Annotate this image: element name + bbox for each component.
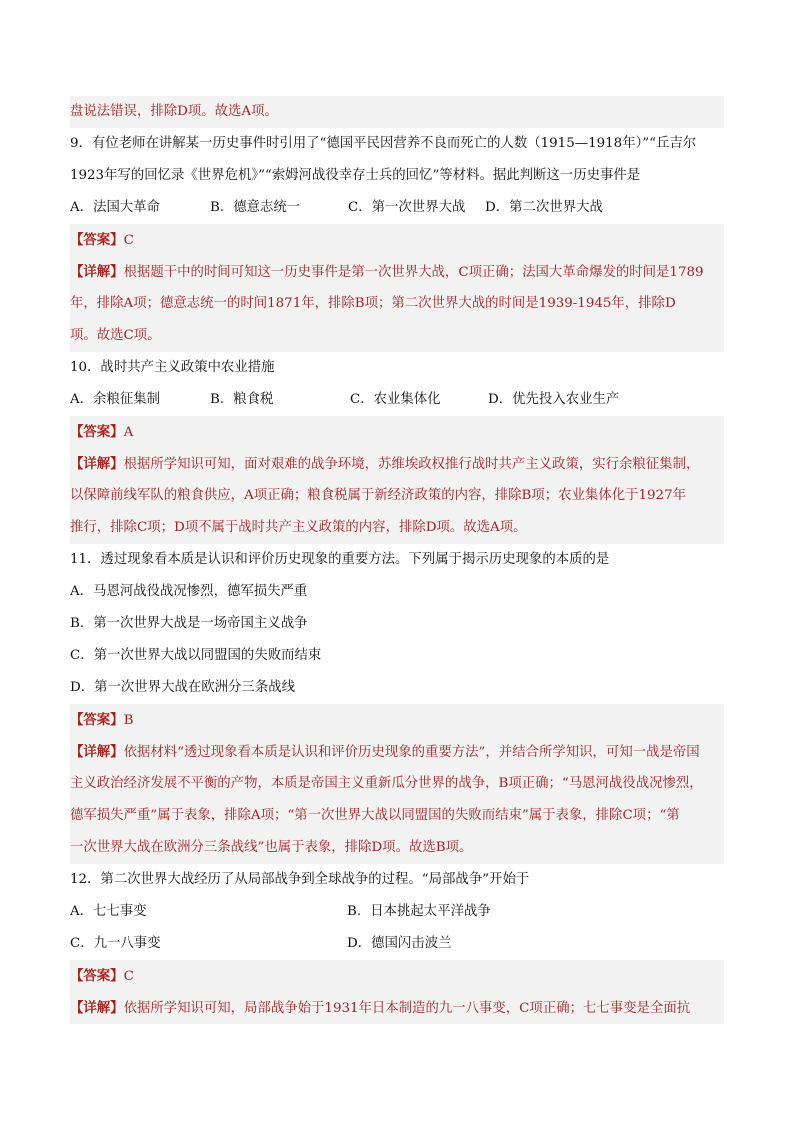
option-b: B．粮食税 xyxy=(210,392,274,407)
detail-text: 年，排除A项；德意志统一的时间1871年，排除B项；第二次世界大战的时间是1939-1945年，排除D xyxy=(70,296,676,311)
option-d: D．优先投入农业生产 xyxy=(488,392,620,407)
option-a: A．法国大革命 xyxy=(70,200,161,215)
detail-text: 根据所学知识可知，面对艰难的战争环境，苏维埃政权推行战时共产主义政策，实行余粮征集制， xyxy=(123,457,700,472)
question-10-stem-line-1: 10．战时共产主义政策中农业措施 xyxy=(70,360,275,375)
answer-label: 【答案】 xyxy=(70,968,124,984)
question-12-options-row-2 xyxy=(70,928,724,960)
option-c: C．九一八事变 xyxy=(70,936,161,951)
question-9-options xyxy=(70,192,724,224)
question-12-stem-line-1: 12．第二次世界大战经历了从局部战争到全球战争的过程。“局部战争”开始于 xyxy=(70,872,530,887)
question-11-detail xyxy=(70,736,724,864)
option-d: D．德国闪击波兰 xyxy=(347,936,452,951)
detail-text: 一次世界大战在欧洲分三条战线”也属于表象，排除D项。故选B项。 xyxy=(70,840,473,855)
explanation-text: 盘说法错误，排除D项。故选A项。 xyxy=(70,104,278,119)
option-c: C．第一次世界大战以同盟国的失败而结束 xyxy=(70,648,322,663)
option-d: D．第一次世界大战在欧洲分三条战线 xyxy=(70,680,295,695)
detail-label: 【详解】 xyxy=(70,1000,124,1016)
option-c: C．农业集体化 xyxy=(350,392,441,407)
question-10-answer xyxy=(70,416,724,448)
question-9-detail xyxy=(70,256,724,352)
answer-value: A xyxy=(123,425,134,440)
answer-value: C xyxy=(123,233,134,248)
detail-label: 【详解】 xyxy=(70,744,124,760)
detail-text: 依据材料“透过现象看本质是认识和评价历史现象的重要方法”，并结合所学知识，可知一战是帝国 xyxy=(123,745,700,760)
option-b: B．日本挑起太平洋战争 xyxy=(347,904,491,919)
option-a: A．马恩河战役战况惨烈，德军损失严重 xyxy=(70,584,308,599)
detail-text: 根据题干中的时间可知这一历史事件是第一次世界大战，C项正确；法国大革命爆发的时间是1789 xyxy=(123,265,704,280)
detail-text: 以保障前线军队的粮食供应，A项正确；粮食税属于新经济政策的内容，排除B项；农业集体化于1927年 xyxy=(70,488,686,503)
answer-value: B xyxy=(123,713,134,728)
detail-text: 依据所学知识可知，局部战争始于1931年日本制造的九一八事变，C项正确；七七事变是全面抗 xyxy=(123,1001,691,1016)
option-d: D．第二次世界大战 xyxy=(485,200,603,215)
answer-value: C xyxy=(123,969,134,984)
option-c: C．第一次世界大战 xyxy=(348,200,466,215)
document-page xyxy=(70,96,724,1024)
question-10-detail xyxy=(70,448,724,544)
detail-text: 推行，排除C项；D项不属于战时共产主义政策的内容，排除D项。故选A项。 xyxy=(70,520,527,535)
prev-explanation-tail xyxy=(70,96,724,128)
detail-text: 德军损失严重”属于表象，排除A项；“第一次世界大战以同盟国的失败而结束”属于表象，排除C项；“第 xyxy=(70,808,680,823)
detail-text: 项。故选C项。 xyxy=(70,328,161,343)
question-11-answer xyxy=(70,704,724,736)
answer-label: 【答案】 xyxy=(70,232,124,248)
question-12-detail xyxy=(70,992,724,1024)
answer-label: 【答案】 xyxy=(70,424,124,440)
question-9-stem-line-2: 1923年写的回忆录《世界危机》”“索姆河战役幸存士兵的回忆”等材料。据此判断这一历史事件是 xyxy=(70,168,641,183)
detail-text: 主义政治经济发展不平衡的产物，本质是帝国主义重新瓜分世界的战争，B项正确；“马恩河战役战况惨烈， xyxy=(70,776,703,791)
option-b: B．德意志统一 xyxy=(210,200,301,215)
question-12-answer xyxy=(70,960,724,992)
answer-label: 【答案】 xyxy=(70,712,124,728)
option-a: A．七七事变 xyxy=(70,904,147,919)
detail-label: 【详解】 xyxy=(70,264,124,280)
question-9-stem-line-1: 9．有位老师在讲解某一历史事件时引用了“德国平民因营养不良而死亡的人数（1915—1918年）”“丘吉尔 xyxy=(70,136,697,151)
question-10-options xyxy=(70,384,724,416)
question-11-stem-line-1: 11．透过现象看本质是认识和评价历史现象的重要方法。下列属于揭示历史现象的本质的是 xyxy=(70,552,610,567)
detail-label: 【详解】 xyxy=(70,456,124,472)
question-9-answer xyxy=(70,224,724,256)
option-a: A．余粮征集制 xyxy=(70,392,161,407)
question-12-options-row-1 xyxy=(70,896,724,928)
option-b: B．第一次世界大战是一场帝国主义战争 xyxy=(70,616,308,631)
